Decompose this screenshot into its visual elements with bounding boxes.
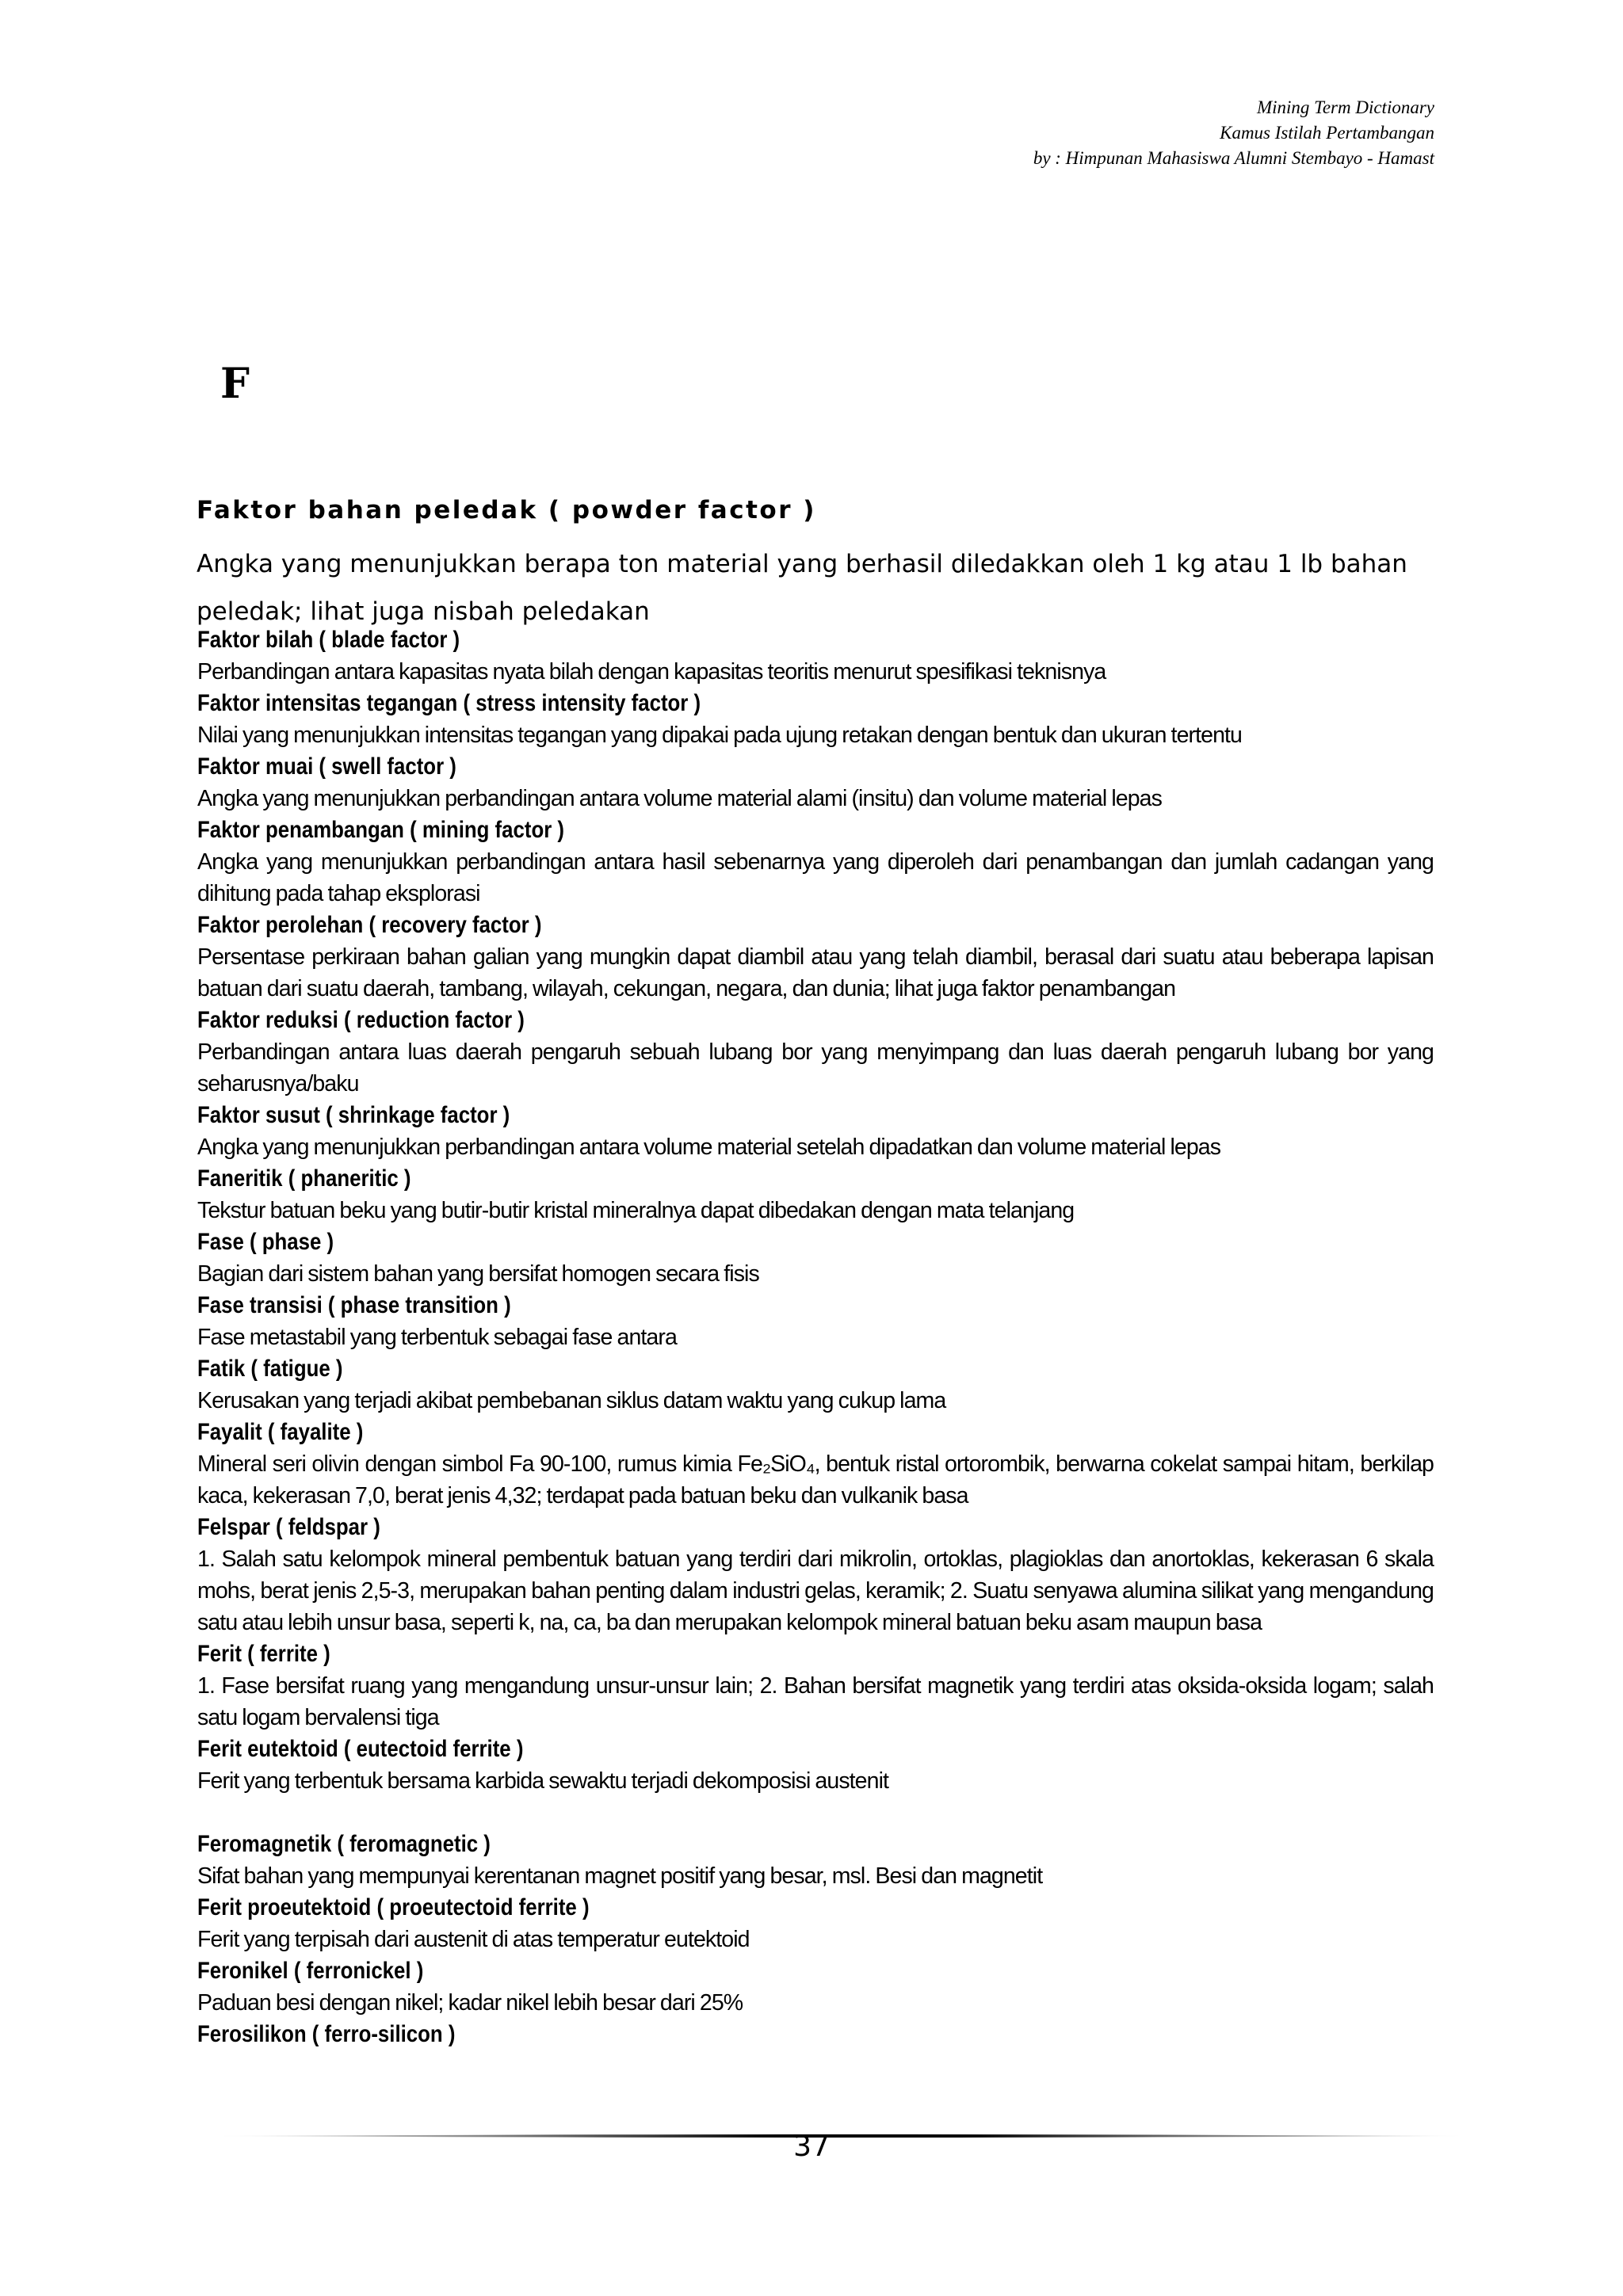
entry-definition-first: Angka yang menunjukkan berapa ton material yang berhasil diledakkan oleh 1 kg atau 1 lb bahan peledak; lihat juga nisbah peledakan [197,550,1407,626]
entry-term: Faktor bilah ( blade factor ) [197,627,460,653]
entry-term: Ferit eutektoid ( eutectoid ferrite ) [197,1736,524,1762]
dictionary-entry [197,1512,1434,1638]
dictionary-entry [197,1829,1434,1892]
entry-term: Feronikel ( ferronickel ) [197,1958,424,1984]
entry-term: Faktor perolehan ( recovery factor ) [197,912,542,938]
dictionary-entry [197,1638,1434,1733]
entry-term: Fayalit ( fayalite ) [197,1419,364,1445]
dictionary-entry [197,1353,1434,1417]
dictionary-entry [197,1290,1434,1353]
entry-definition: Persentase perkiraan bahan galian yang mungkin dapat diambil atau yang telah diambil, berasal dari suatu atau beberapa lapisan batuan dari suatu daerah, tambang, wilayah, cekungan, negara, dan dunia; lihat juga faktor penambangan [197,944,1434,1001]
page-number: 37 [793,2130,830,2163]
dictionary-entry [197,1226,1434,1290]
entry-definition: Sifat bahan yang mempunyai kerentanan magnet positif yang besar, msl. Besi dan magnetit [197,1863,1043,1889]
dictionary-entry [197,1163,1434,1226]
entry-term: Faktor intensitas tegangan ( stress intensity factor ) [197,690,701,716]
entry-definition: Perbandingan antara kapasitas nyata bilah dengan kapasitas teoritis menurut spesifikasi teknisnya [197,659,1106,685]
dictionary-entry [197,2019,1434,2050]
entry-definition: Bagian dari sistem bahan yang bersifat homogen secara fisis [197,1261,759,1287]
entry-definition: Kerusakan yang terjadi akibat pembebanan siklus datam waktu yang cukup lama [197,1388,946,1413]
header-subtitle: Kamus Istilah Pertambangan [1220,123,1434,143]
dictionary-entry [197,688,1434,751]
entry-term: Feromagnetik ( feromagnetic ) [197,1831,491,1857]
dictionary-entry [197,1733,1434,1797]
entry-term: Faktor reduksi ( reduction factor ) [197,1007,525,1033]
dictionary-entries [197,624,1434,2050]
entry-definition: Perbandingan antara luas daerah pengaruh sebuah lubang bor yang menyimpang dan luas daerah pengaruh lubang bor yang seharusnya/baku [197,1039,1434,1097]
entry-term: Fatik ( fatigue ) [197,1356,343,1382]
entry-term: Faktor muai ( swell factor ) [197,753,456,780]
entry-definition: 1. Salah satu kelompok mineral pembentuk batuan yang terdiri dari mikrolin, ortoklas, plagioklas dan anortoklas, kekerasan 6 skala mohs, berat jenis 2,5-3, merupakan bahan penting dalam industri gelas, keramik; 2. Suatu senyawa alumina silikat yang mengandung satu atau lebih unsur basa, seperti k, na, ca, ba dan merupakan kelompok mineral batuan beku asam maupun basa [197,1547,1434,1635]
entry-term: Faneritik ( phaneritic ) [197,1165,411,1192]
entry-definition: Ferit yang terbentuk bersama karbida sewaktu terjadi dekomposisi austenit [197,1768,889,1794]
entry-term: Ferit ( ferrite ) [197,1641,330,1667]
header-author: by : Himpunan Mahasiswa Alumni Stembayo - Hamast [1033,148,1434,168]
entry-definition: Fase metastabil yang terbentuk sebagai fase antara [197,1325,677,1350]
dictionary-entry [197,1892,1434,1955]
dictionary-entry [197,624,1434,688]
dictionary-entry [197,1417,1434,1512]
entry-term: Ferit proeutektoid ( proeutectoid ferrite ) [197,1894,590,1920]
entry-definition: Ferit yang terpisah dari austenit di atas temperatur eutektoid [197,1927,750,1952]
entry-term-first: Faktor bahan peledak ( powder factor ) [197,496,816,524]
page-header [1033,95,1434,171]
entry-term: Faktor penambangan ( mining factor ) [197,817,565,843]
entry-term: Faktor susut ( shrinkage factor ) [197,1102,510,1128]
entry-term: Ferosilikon ( ferro-silicon ) [197,2021,456,2047]
entry-definition: Tekstur batuan beku yang butir-butir kristal mineralnya dapat dibedakan dengan mata telanjang [197,1198,1075,1223]
dictionary-entry [197,1955,1434,2019]
dictionary-entry [197,751,1434,814]
entry-term: Felspar ( feldspar ) [197,1514,380,1540]
entry-definition: 1. Fase bersifat ruang yang mengandung unsur-unsur lain; 2. Bahan bersifat magnetik yang terdiri atas oksida-oksida logam; salah satu logam bervalensi tiga [197,1673,1434,1730]
entry-definition: Mineral seri olivin dengan simbol Fa 90-100, rumus kimia Fe₂SiO₄, bentuk ristal ortorombik, berwarna cokelat sampai hitam, berkilap kaca, kekerasan 7,0, berat jenis 4,32; terdapat pada batuan beku dan vulkanik basa [197,1451,1434,1508]
entry-definition: Angka yang menunjukkan perbandingan antara volume material alami (insitu) dan volume material lepas [197,786,1162,811]
entry-definition: Angka yang menunjukkan perbandingan antara hasil sebenarnya yang diperoleh dari penambangan dan jumlah cadangan yang dihitung pada tahap eksplorasi [197,849,1434,906]
section-letter: F [220,360,250,408]
entry-term: Fase transisi ( phase transition ) [197,1292,511,1318]
entry-definition: Paduan besi dengan nikel; kadar nikel lebih besar dari 25% [197,1990,743,2016]
entry-definition: Nilai yang menunjukkan intensitas tegangan yang dipakai pada ujung retakan dengan bentuk dan ukuran tertentu [197,723,1243,748]
entry-term: Fase ( phase ) [197,1229,334,1255]
header-title: Mining Term Dictionary [1256,97,1434,117]
dictionary-entry [197,814,1434,910]
dictionary-entry [197,1005,1434,1100]
dictionary-entry [197,910,1434,1005]
entry-definition: Angka yang menunjukkan perbandingan antara volume material setelah dipadatkan dan volume material lepas [197,1135,1221,1160]
dictionary-entry [197,1100,1434,1163]
